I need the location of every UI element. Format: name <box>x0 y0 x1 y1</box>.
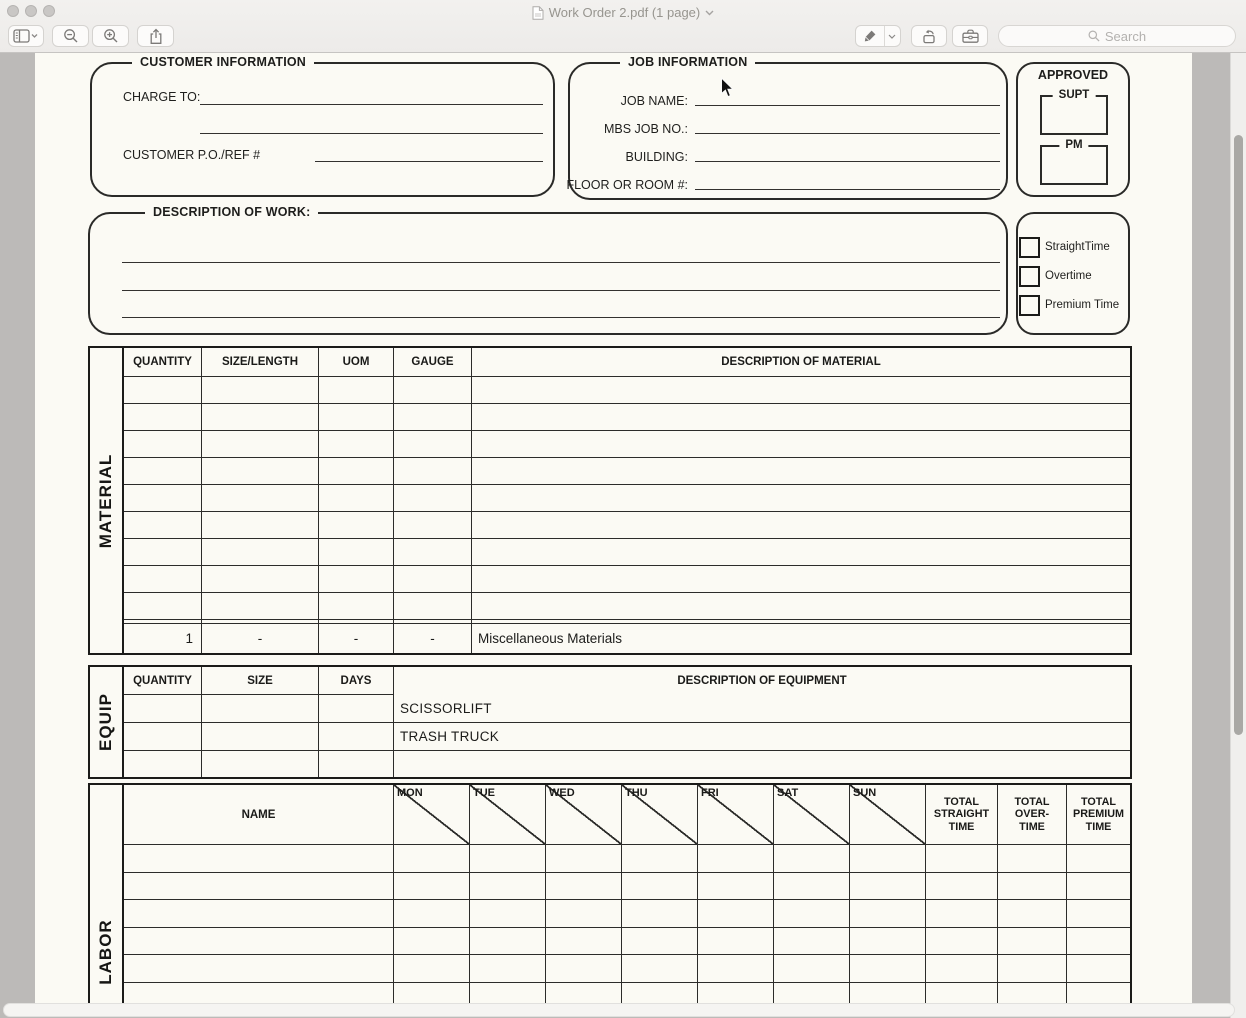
time-checkbox-straighttime[interactable] <box>1019 237 1040 258</box>
labor-day-cell <box>850 873 926 900</box>
labor-total-header-line: TOTAL <box>1081 795 1116 808</box>
material-cell <box>202 512 319 539</box>
material-cell <box>124 566 202 593</box>
material-empty-row <box>124 566 1130 593</box>
labor-total-cell <box>926 983 998 1004</box>
material-summary-row <box>124 624 1130 653</box>
material-cell <box>472 377 1130 404</box>
charge-to-line <box>200 104 543 105</box>
material-empty-row <box>124 512 1130 539</box>
material-cell <box>202 566 319 593</box>
material-cell <box>202 431 319 458</box>
labor-day-header-cell <box>774 785 850 845</box>
material-cell <box>124 404 202 431</box>
labor-day-cell <box>394 900 470 927</box>
material-header-cell: SIZE/LENGTH <box>202 348 319 377</box>
labor-day-cell <box>546 845 622 872</box>
equipment-cell <box>319 751 394 777</box>
magnifier-minus-icon <box>63 28 79 44</box>
labor-day-cell <box>394 845 470 872</box>
labor-name-cell <box>124 983 394 1004</box>
material-cell <box>472 566 1130 593</box>
chevron-down-icon <box>888 34 896 39</box>
markup-split-button <box>855 25 901 47</box>
labor-total-header-line: STRAIGHT <box>933 808 990 821</box>
labor-total-cell <box>1067 845 1130 872</box>
material-cell <box>472 458 1130 485</box>
equipment-cell <box>124 723 202 751</box>
material-cell <box>202 485 319 512</box>
labor-total-cell <box>1067 873 1130 900</box>
vertical-scrollbar-thumb[interactable] <box>1234 135 1243 735</box>
pdf-page <box>35 52 1192 1003</box>
labor-day-cell <box>546 873 622 900</box>
labor-day-cell <box>850 900 926 927</box>
labor-day-cell <box>850 928 926 955</box>
material-cell <box>472 512 1130 539</box>
labor-day-cell <box>622 983 698 1004</box>
po-ref-line <box>315 161 543 162</box>
equipment-cell: SCISSORLIFT <box>394 695 1130 723</box>
job-info-title: JOB INFORMATION <box>620 55 755 69</box>
labor-day-cell <box>774 955 850 982</box>
material-summary-cell: - <box>202 624 319 653</box>
material-empty-row <box>124 539 1130 566</box>
equipment-row <box>124 695 1130 723</box>
labor-total-cell <box>926 900 998 927</box>
charge-to-line-2 <box>200 133 543 134</box>
material-empty-row <box>124 377 1130 404</box>
labor-total-header-line: TIME <box>1085 820 1112 833</box>
labor-day-header-label: FRI <box>701 787 719 799</box>
labor-day-cell <box>470 900 546 927</box>
markup-pen-icon <box>863 29 877 43</box>
material-section-label: MATERIAL <box>96 453 115 548</box>
job-field-label: FLOOR OR ROOM #: <box>566 178 688 192</box>
equipment-cell <box>202 695 319 723</box>
material-cell <box>202 404 319 431</box>
material-cell <box>319 404 394 431</box>
labor-empty-row <box>124 928 1130 956</box>
equipment-cell <box>202 723 319 751</box>
time-checkbox-overtime[interactable] <box>1019 266 1040 287</box>
labor-day-header-cell <box>850 785 926 845</box>
toolbox-icon <box>962 29 979 43</box>
material-cell <box>319 458 394 485</box>
labor-day-cell <box>698 873 774 900</box>
labor-day-cell <box>394 955 470 982</box>
labor-total-cell <box>998 873 1067 900</box>
labor-day-cell <box>774 928 850 955</box>
labor-day-cell <box>470 955 546 982</box>
equipment-cell <box>319 723 394 751</box>
equipment-section-strip <box>90 667 124 777</box>
labor-day-cell <box>774 983 850 1004</box>
labor-total-cell <box>926 873 998 900</box>
labor-day-cell <box>622 955 698 982</box>
labor-total-cell <box>998 928 1067 955</box>
material-cell <box>124 485 202 512</box>
material-summary-cell: - <box>319 624 394 653</box>
equipment-header-cell: DAYS <box>319 667 394 695</box>
labor-day-header-label: SAT <box>777 787 799 799</box>
material-cell <box>124 431 202 458</box>
zoom-out-button[interactable] <box>52 25 89 47</box>
equipment-table <box>88 665 1132 779</box>
job-field-line <box>695 189 1000 190</box>
horizontal-scrollbar-track[interactable] <box>3 1003 1235 1017</box>
material-cell <box>124 512 202 539</box>
material-cell <box>124 539 202 566</box>
material-separator-cell <box>394 620 472 623</box>
labor-day-cell <box>546 928 622 955</box>
po-ref-label: CUSTOMER P.O./REF # <box>123 148 261 162</box>
time-checkbox-label: Overtime <box>1045 270 1092 282</box>
labor-day-cell <box>470 873 546 900</box>
labor-total-header-line: PREMIUM <box>1073 808 1124 821</box>
labor-total-cell <box>1067 955 1130 982</box>
labor-total-header-cell <box>998 785 1067 845</box>
labor-total-cell <box>926 928 998 955</box>
labor-day-header-label: WED <box>549 787 575 799</box>
equipment-header-cell: DESCRIPTION OF EQUIPMENT <box>677 675 847 687</box>
labor-total-cell <box>1067 928 1130 955</box>
labor-day-cell <box>774 900 850 927</box>
labor-total-cell <box>998 983 1067 1004</box>
material-separator-cell <box>319 620 394 623</box>
material-cell <box>319 566 394 593</box>
equipment-header-cell: SIZE <box>202 667 319 695</box>
equipment-cell <box>319 695 394 723</box>
equipment-header-row <box>124 667 1130 695</box>
material-header-row <box>124 348 1130 377</box>
labor-day-header-cell <box>546 785 622 845</box>
labor-section-strip <box>90 785 124 1003</box>
labor-name-cell <box>124 928 394 955</box>
labor-empty-row <box>124 983 1130 1004</box>
material-cell <box>472 485 1130 512</box>
labor-day-cell <box>546 900 622 927</box>
labor-name-cell <box>124 900 394 927</box>
labor-day-header-label: MON <box>397 787 423 799</box>
job-field-label: MBS JOB NO.: <box>603 122 688 136</box>
labor-empty-row <box>124 873 1130 901</box>
labor-total-cell <box>998 845 1067 872</box>
labor-day-cell <box>546 983 622 1004</box>
equipment-cell <box>202 751 319 777</box>
labor-total-cell <box>926 955 998 982</box>
material-cell <box>394 566 472 593</box>
labor-day-header-cell <box>622 785 698 845</box>
work-line-2 <box>122 290 1000 291</box>
material-table <box>88 346 1132 655</box>
job-field-line <box>695 105 1000 106</box>
material-separator-cell <box>472 620 1130 623</box>
markup-toolbox-button[interactable] <box>952 25 988 47</box>
time-checkbox-label: Premium Time <box>1045 299 1120 311</box>
material-cell <box>124 458 202 485</box>
material-header-cell: QUANTITY <box>124 348 202 377</box>
material-summary-cell: - <box>394 624 472 653</box>
labor-section-label: LABOR <box>96 919 115 985</box>
material-cell <box>319 512 394 539</box>
labor-day-cell <box>394 928 470 955</box>
share-icon <box>149 28 163 45</box>
labor-name-header-cell: NAME <box>124 785 394 845</box>
labor-empty-row <box>124 900 1130 928</box>
material-cell <box>394 458 472 485</box>
time-checkbox-premium-time[interactable] <box>1019 295 1040 316</box>
document-area <box>0 52 1246 1018</box>
labor-total-header-line: OVER- <box>1014 808 1050 821</box>
mouse-cursor <box>720 77 735 104</box>
customer-info-box <box>90 55 555 197</box>
equipment-cell <box>394 751 1130 777</box>
labor-day-cell <box>698 955 774 982</box>
job-field-label: JOB NAME: <box>620 94 688 108</box>
labor-name-cell <box>124 845 394 872</box>
labor-day-cell <box>394 983 470 1004</box>
window-title: Work Order 2.pdf (1 page) <box>548 5 701 20</box>
material-cell <box>394 377 472 404</box>
material-separator-cell <box>202 620 319 623</box>
material-header-cell: DESCRIPTION OF MATERIAL <box>472 348 1130 377</box>
material-cell <box>124 377 202 404</box>
markup-menu-button[interactable] <box>885 26 900 46</box>
customer-info-title: CUSTOMER INFORMATION <box>132 55 314 69</box>
labor-name-cell <box>124 955 394 982</box>
title-chevron-icon[interactable] <box>705 10 714 16</box>
material-section-strip <box>90 348 124 653</box>
job-field-line <box>695 133 1000 134</box>
material-cell <box>394 593 472 620</box>
material-cell <box>472 593 1130 620</box>
labor-total-header-line: TOTAL <box>1014 795 1050 808</box>
material-empty-row <box>124 431 1130 458</box>
labor-day-cell <box>546 955 622 982</box>
material-cell <box>319 539 394 566</box>
material-empty-row <box>124 485 1130 512</box>
labor-total-header-line: TIME <box>948 820 975 833</box>
labor-day-cell <box>850 845 926 872</box>
share-button[interactable] <box>137 25 174 47</box>
equipment-cell <box>124 695 202 723</box>
window-title-group <box>0 4 1246 21</box>
vertical-scrollbar-track[interactable] <box>1230 52 1246 1018</box>
view-menu-button[interactable] <box>8 25 44 47</box>
equipment-section-label: EQUIP <box>96 693 115 751</box>
labor-empty-row <box>124 845 1130 873</box>
labor-day-cell <box>622 900 698 927</box>
charge-to-label: CHARGE TO: <box>123 90 201 104</box>
equipment-row <box>124 751 1130 777</box>
rotate-button[interactable] <box>911 25 947 47</box>
labor-day-header-cell <box>394 785 470 845</box>
pdf-doc-icon <box>532 6 544 20</box>
labor-total-cell <box>998 900 1067 927</box>
pm-approval-box <box>1040 139 1108 185</box>
search-icon <box>1088 30 1100 42</box>
material-cell <box>472 404 1130 431</box>
job-field-line <box>695 161 1000 162</box>
search-input[interactable] <box>998 25 1236 47</box>
material-summary-cell: Miscellaneous Materials <box>478 631 623 646</box>
labor-day-cell <box>850 983 926 1004</box>
labor-day-cell <box>622 928 698 955</box>
material-empty-row <box>124 404 1130 431</box>
labor-total-header-line: TOTAL <box>944 795 979 808</box>
material-cell <box>394 485 472 512</box>
equipment-cell <box>124 751 202 777</box>
labor-total-cell <box>1067 983 1130 1004</box>
labor-total-header-line: TIME <box>1019 820 1045 833</box>
pm-label: PM <box>1059 139 1088 151</box>
labor-empty-row <box>124 955 1130 983</box>
labor-day-cell <box>698 928 774 955</box>
labor-day-header-cell <box>698 785 774 845</box>
material-empty-row <box>124 593 1130 620</box>
labor-day-cell <box>622 845 698 872</box>
labor-header-row <box>124 785 1130 845</box>
labor-total-cell <box>1067 900 1130 927</box>
labor-day-header-label: TUE <box>473 787 495 799</box>
labor-day-header-cell <box>470 785 546 845</box>
material-cell <box>394 404 472 431</box>
material-cell <box>394 431 472 458</box>
material-cell <box>319 593 394 620</box>
work-line-1 <box>122 262 1000 263</box>
material-cell <box>124 593 202 620</box>
material-header-cell: GAUGE <box>394 348 472 377</box>
material-cell <box>202 458 319 485</box>
labor-day-cell <box>698 900 774 927</box>
material-cell <box>202 377 319 404</box>
material-cell <box>319 485 394 512</box>
material-separator-cell <box>124 620 202 623</box>
labor-table <box>88 783 1132 1003</box>
supt-label: SUPT <box>1053 89 1096 101</box>
labor-name-cell <box>124 873 394 900</box>
zoom-in-button[interactable] <box>92 25 129 47</box>
material-cell <box>202 593 319 620</box>
equipment-cell: TRASH TRUCK <box>394 723 1130 751</box>
material-cell <box>319 431 394 458</box>
labor-day-cell <box>774 873 850 900</box>
labor-day-header-label: THU <box>625 787 648 799</box>
labor-total-cell <box>998 955 1067 982</box>
material-summary-cell: 1 <box>124 624 202 653</box>
labor-day-cell <box>698 983 774 1004</box>
equipment-row <box>124 723 1130 751</box>
material-cell <box>472 431 1130 458</box>
labor-total-header-cell <box>1067 785 1130 845</box>
labor-day-cell <box>622 873 698 900</box>
labor-day-cell <box>698 845 774 872</box>
labor-day-cell <box>774 845 850 872</box>
labor-day-cell <box>470 983 546 1004</box>
sidebar-icon <box>13 29 39 43</box>
work-line-3 <box>122 317 1000 318</box>
markup-button[interactable] <box>856 26 885 46</box>
material-cell <box>394 512 472 539</box>
supt-approval-box <box>1040 89 1108 135</box>
approved-title: APPROVED <box>1037 68 1109 82</box>
description-of-work-title: DESCRIPTION OF WORK: <box>145 205 318 219</box>
material-header-cell: UOM <box>319 348 394 377</box>
material-cell <box>472 539 1130 566</box>
job-field-label: BUILDING: <box>625 150 688 164</box>
labor-day-cell <box>470 928 546 955</box>
labor-day-cell <box>850 955 926 982</box>
search-placeholder: Search <box>1104 28 1147 44</box>
labor-day-cell <box>394 873 470 900</box>
material-cell <box>202 539 319 566</box>
window-chrome <box>0 0 1246 53</box>
labor-total-header-cell <box>926 785 998 845</box>
material-cell <box>319 377 394 404</box>
material-cell <box>394 539 472 566</box>
rotate-left-icon <box>921 29 937 44</box>
equipment-header-cell: QUANTITY <box>124 667 202 695</box>
labor-day-header-label: SUN <box>853 787 877 799</box>
labor-total-cell <box>926 845 998 872</box>
labor-day-cell <box>470 845 546 872</box>
material-empty-row <box>124 458 1130 485</box>
time-checkbox-label: StraightTime <box>1045 241 1110 253</box>
magnifier-plus-icon <box>103 28 119 44</box>
